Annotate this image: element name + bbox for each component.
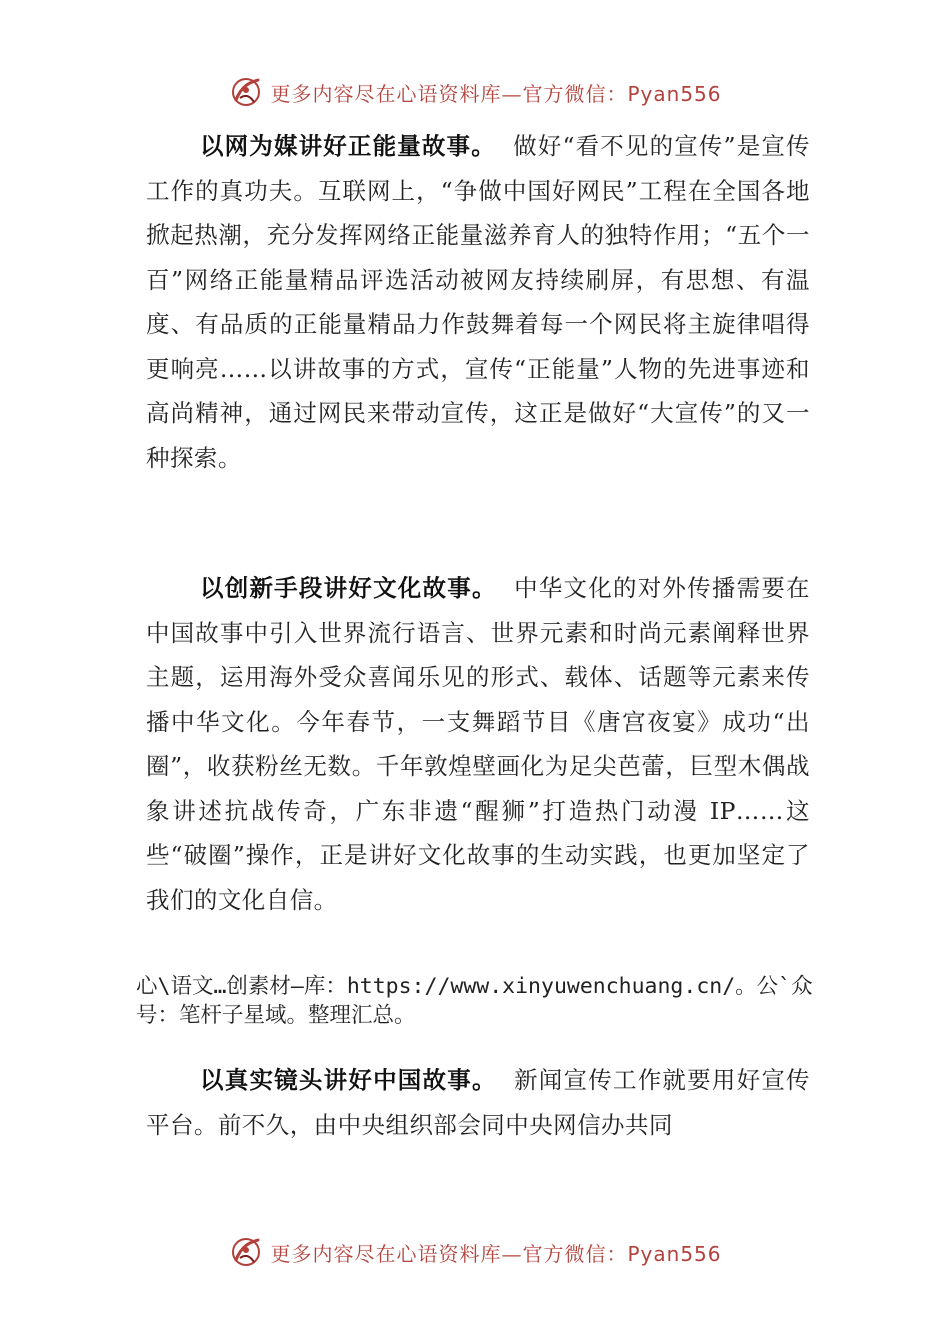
footer-watermark-banner: [0, 1232, 950, 1272]
banner-text: 更多内容尽在心语资料库—官方微信：Pyan556: [270, 81, 722, 106]
paragraph-body: 新闻宣传工作就要用好宣传平台。前不久，由中央组织部会同中央网信办共同: [146, 1066, 810, 1139]
paragraph-body: 做好“看不见的宣传”是宣传工作的真功夫。互联网上，“争做中国好网民”工程在全国各地掀起热潮，充分发挥网络正能量滋养育人的独特作用；“五个一百”网络正能量精品评选活动被网友持续刷屏，有思想、有温度、有品质的正能量精品力作鼓舞着每一个网民将主旋律唱得更响亮……以讲故事的方式，宣传“正能量”人物的先进事迹和高尚精神，通过网民来带动宣传，这正是做好“大宣传”的又一种探索。: [146, 132, 810, 472]
header-watermark-banner: [0, 72, 950, 112]
paragraph-lead: 以创新手段讲好文化故事。: [200, 574, 497, 602]
banner-text: 更多内容尽在心语资料库—官方微信：Pyan556: [270, 1241, 722, 1266]
xinyu-logo-icon: [228, 1234, 264, 1270]
paragraph-body: 中华文化的对外传播需要在中国故事中引入世界流行语言、世界元素和时尚元素阐释世界主题，运用海外受众喜闻乐见的形式、载体、话题等元素来传播中华文化。今年春节，一支舞蹈节目《唐宫夜宴》成功“出圈”，收获粉丝无数。千年敦煌壁画化为足尖芭蕾，巨型木偶战象讲述抗战传奇，广东非遗“醒狮”打造热门动漫 IP……这些“破圈”操作，正是讲好文化故事的生动实践，也更加坚定了我们的文化自信。: [146, 574, 810, 914]
xinyu-logo-icon: [228, 74, 264, 110]
paragraph-china-story: [146, 1058, 810, 1146]
paragraph-lead: 以真实镜头讲好中国故事。: [200, 1066, 497, 1094]
paragraph-lead: 以网为媒讲好正能量故事。: [200, 132, 496, 160]
source-note: 心\语文…创素材—库：https://www.xinyuwenchuang.cn/。公`众号：笔杆子星域。整理汇总。: [136, 974, 813, 1028]
paragraph-culture: [146, 566, 810, 922]
paragraph-positive-energy: [146, 124, 810, 480]
